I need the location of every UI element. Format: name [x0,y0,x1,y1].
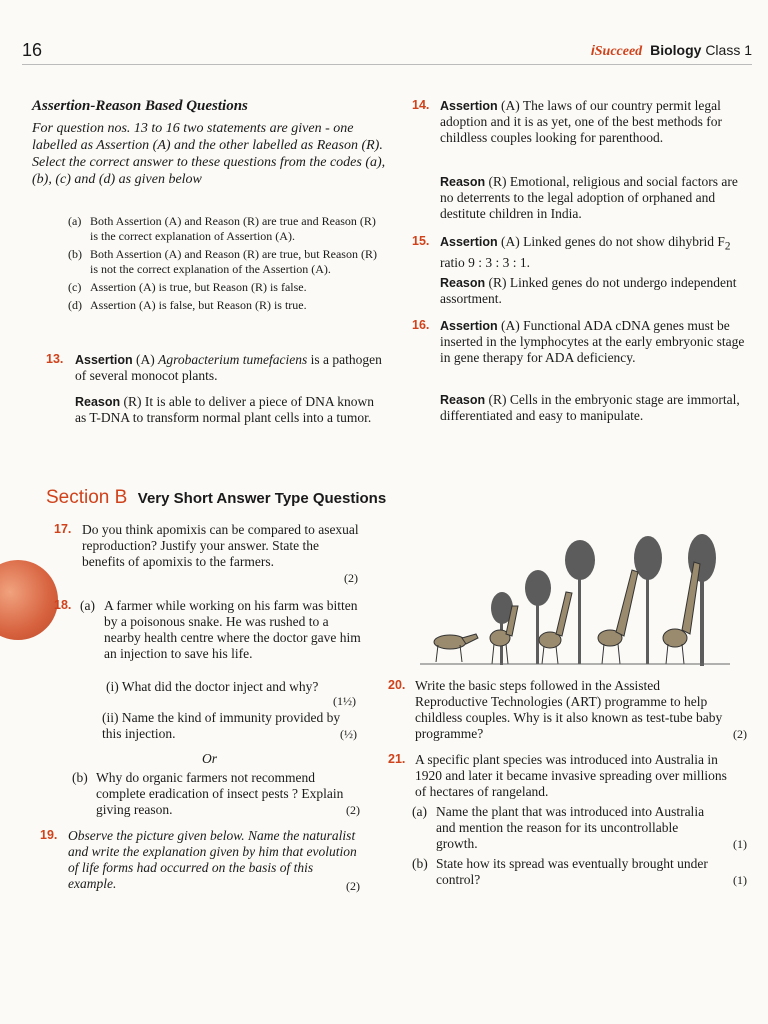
book-name: Biology [650,42,702,58]
q19-number: 19. [40,828,58,842]
brand-name: Succeed [594,44,643,59]
section-instruction: For question nos. 13 to 16 two statements are given - one labelled as Assertion (A) and the other labelled as Reason (R). Select the correct answer to these questions from the codes (a), (b), (c) and (d) as given below [32,121,386,187]
q21-a-text: Name the plant that was introduced into Australia and mention the reason for its uncontrollable growth. [436,804,705,851]
q18-or: Or [202,751,218,766]
q21-b-label: (b) [412,856,428,871]
header-rule [22,64,752,65]
q21-a-marks: (1) [733,837,747,851]
q21-number: 21. [388,752,406,766]
q18-i: (i) What did the doctor inject and why? [106,679,319,694]
q16-assertion: Assertion (A) Functional ADA cDNA genes must be inserted in the lymphocytes at the early embryonic stage in gene therapy for ADA deficiency. [440,318,745,365]
thumb-shadow [0,560,58,640]
q17-number: 17. [54,522,72,536]
q18-ii: (ii) Name the kind of immunity provided by this injection. [102,710,341,741]
options-list [68,214,384,313]
option-a: (a) Both Assertion (A) and Reason (R) are true and Reason (R) is the correct explanation of Assertion (A). [68,214,376,243]
header-brand [591,42,752,60]
q18-ii-marks: (½) [340,727,357,741]
option-d: (d) Assertion (A) is false, but Reason (R) is true. [68,298,307,312]
q16-number: 16. [412,318,430,332]
q18-b-label: (b) [72,770,88,785]
q21-b-marks: (1) [733,873,747,887]
section-b-label: Section B [46,487,128,508]
q15-number: 15. [412,234,430,248]
option-b: (b) Both Assertion (A) and Reason (R) are true, but Reason (R) is not the correct explanation of the Assertion (A). [68,247,377,276]
giraffe-evolution-illustration [420,530,730,670]
q20-number: 20. [388,678,406,692]
q18-a-text: A farmer while working on his farm was bitten by a poisonous snake. He was rushed to a nearby health centre where the doctor gave him an injection to save his life. [104,598,361,661]
q18-number: 18. [54,598,72,612]
q13-reason: Reason (R) It is able to deliver a piece of DNA known as T-DNA to transform normal plant cells into a tumor. [75,394,374,425]
q13-number: 13. [46,352,64,366]
section-b-title: Very Short Answer Type Questions [137,490,387,507]
option-c: (c) Assertion (A) is true, but Reason (R) is false. [68,280,307,294]
q21-text: A specific plant species was introduced into Australia in 1920 and later it became invasive spreading over millions of hectares of rangeland. [415,752,727,799]
q17-marks: (2) [344,571,358,585]
q18-b-text: Why do organic farmers not recommend complete eradication of insect pests ? Explain giving reason. [96,770,344,817]
q17-text: Do you think apomixis can be compared to asexual reproduction? Justify your answer. State the benefits of apomixis to the farmers. [82,522,359,569]
page-number: 16 [22,40,43,60]
q18-b-marks: (2) [346,803,360,817]
q13-assertion: Assertion (A) Agrobacterium tumefaciens is a pathogen of several monocot plants. [75,352,382,383]
q21-a-label: (a) [412,804,427,819]
q19-text: Observe the picture given below. Name the naturalist and write the explanation given by him that evolution of life forms had occurred on the basis of this example. [68,828,357,891]
q15-reason: Reason (R) Linked genes do not undergo independent assortment. [440,275,737,306]
giraffe-icon [434,562,700,664]
q14-reason: Reason (R) Emotional, religious and social factors are no deterrents to the legal adoption of orphaned and destitute children in India. [440,174,738,221]
q15-assertion: Assertion (A) Linked genes do not show dihybrid $F_2$ ratio 9 : 3 : 3 : 1. [440,234,731,270]
brand-i: i [590,42,595,58]
section-title: Assertion-Reason Based Questions [32,98,248,114]
q20-marks: (2) [733,727,747,741]
class-name: Class 1 [705,42,752,58]
q19-marks: (2) [346,879,360,893]
q21-b-text: State how its spread was eventually brought under control? [436,856,708,887]
q18-a-label: (a) [80,598,95,613]
section-b-heading [46,487,386,509]
q14-number: 14. [412,98,430,112]
q18-i-marks: (1½) [333,694,356,708]
q20-text: Write the basic steps followed in the Assisted Reproductive Technologies (ART) programme to help childless couples. Why is it also known as test-tube baby programme? [415,678,723,741]
q16-reason: Reason (R) Cells in the embryonic stage are immortal, differentiated and easy to manipulate. [440,392,740,423]
q14-assertion: Assertion (A) The laws of our country permit legal adoption and it is as yet, one of the best methods for childless couples looking for parenthood. [440,98,722,145]
